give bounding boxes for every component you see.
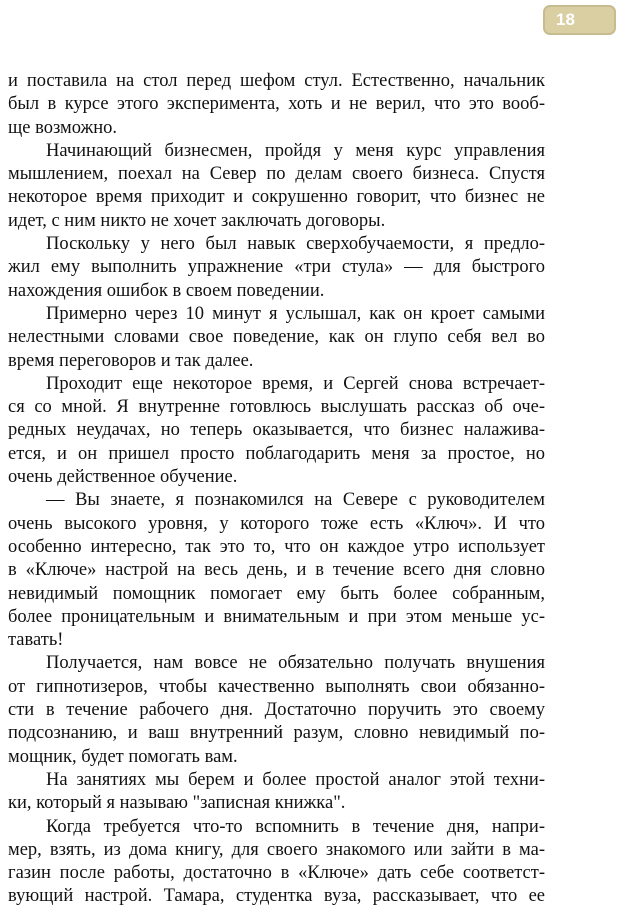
text-line: газин после работы, достаточно в «Ключе» дать себе соответст- bbox=[8, 863, 545, 884]
text-line: тавать! bbox=[8, 630, 64, 651]
text-line: некоторое время приходит и сокрушенно говорит, что бизнес не bbox=[8, 187, 545, 208]
text-line: мощник, будет помогать вам. bbox=[8, 746, 238, 767]
text-line: ки, который я называю "записная книжка". bbox=[8, 793, 346, 814]
text-line: На занятиях мы берем и более простой аналог этой техни- bbox=[46, 769, 545, 790]
text-line: нелестными словами свое поведение, как он глупо себя вел во bbox=[8, 327, 545, 348]
text-line: Проходит еще некоторое время, и Сергей снова встречает- bbox=[46, 373, 545, 394]
text-line: особенно интересно, так это то, что он каждое утро использует bbox=[8, 536, 545, 557]
text-line: очень высокого уровня, у которого тоже есть «Ключ». И что bbox=[8, 513, 545, 534]
text-line: жил ему выполнить упражнение «три стула» — для быстрого bbox=[8, 257, 545, 278]
text-line: от гипнотизеров, чтобы качественно выполнять свои обязанно- bbox=[8, 676, 545, 697]
text-line: Поскольку у него был навык сверхобучаемости, я предло- bbox=[46, 234, 545, 255]
text-line: сти в течение рабочего дня. Достаточно поручить это своему bbox=[8, 700, 545, 721]
text-line: и поставила на стол перед шефом стул. Естественно, начальник bbox=[8, 71, 545, 91]
text-line: редных неудачах, но теперь оказывается, что бизнес налажива- bbox=[8, 420, 545, 441]
text-line: Примерно через 10 минут я услышал, как он кроет самыми bbox=[46, 303, 545, 324]
text-line: невидимый помощник помогает ему быть более собранным, bbox=[8, 583, 545, 604]
text-line: более проницательным и внимательным и при этом меньше ус- bbox=[8, 606, 545, 627]
text-line: Получается, нам вовсе не обязательно получать внушения bbox=[46, 653, 545, 674]
text-line: подсознанию, и ваш внутренний разум, словно невидимый по- bbox=[8, 723, 545, 744]
text-line: — Вы знаете, я познакомился на Севере с руководителем bbox=[46, 490, 545, 511]
text-line: в «Ключе» настрой на весь день, и в течение всего дня словно bbox=[8, 560, 545, 581]
page-number: 18 bbox=[556, 10, 575, 29]
text-line: вующий настрой. Тамара, студентка вуза, рассказывает, что ее bbox=[8, 886, 545, 907]
text-line: Начинающий бизнесмен, пройдя у меня курс управления bbox=[46, 140, 545, 161]
text-line: время переговоров и так далее. bbox=[8, 350, 254, 371]
page-number-badge bbox=[543, 5, 616, 35]
page-text bbox=[8, 70, 545, 909]
text-line: идет, с ним никто не хочет заключать договоры. bbox=[8, 210, 386, 231]
text-line: очень действенное обучение. bbox=[8, 467, 238, 488]
text-line: нахождения ошибок в своем поведении. bbox=[8, 280, 325, 301]
text-line: ще возможно. bbox=[8, 117, 118, 138]
text-line: Когда требуется что-то вспомнить в течение дня, напри- bbox=[46, 816, 545, 837]
text-line: ется, и он пришел просто поблагодарить меня за простое, но bbox=[8, 443, 545, 464]
text-line: мер, взять, из дома книгу, для своего знакомого или зайти в ма- bbox=[8, 839, 545, 860]
text-line: ся со мной. Я внутренне готовлюсь выслушать рассказ об оче- bbox=[8, 397, 545, 418]
text-line: был в курсе этого эксперимента, хоть и не верил, что это вооб- bbox=[8, 94, 545, 115]
text-line: мышлением, поехал на Север по делам своего бизнеса. Спустя bbox=[8, 164, 545, 185]
